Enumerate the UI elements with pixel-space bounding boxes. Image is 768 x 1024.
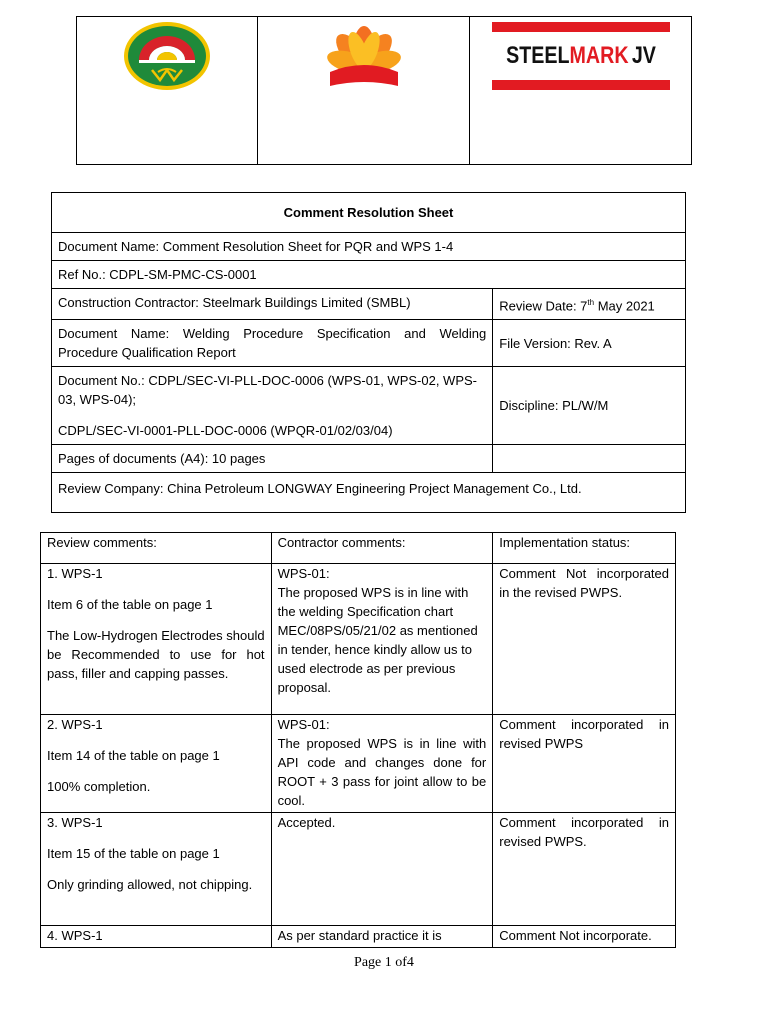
discipline-cell: Discipline: PL/W/M <box>493 367 686 445</box>
contractor-comment-text: The proposed WPS is in line with API code and changes done for ROOT + 3 pass for joint allow to be cool. <box>277 736 487 808</box>
review-item-location: Item 15 of the table on page 1 <box>47 846 220 861</box>
contractor-comment-3: Accepted. <box>271 813 493 926</box>
header-implementation-status: Implementation status: <box>493 533 676 564</box>
logo-wordmark <box>505 32 656 80</box>
contractor-cell: Construction Contractor: Steelmark Buildings Limited (SMBL) <box>52 289 493 320</box>
review-item-label: 3. WPS-1 <box>47 815 103 830</box>
review-comment-2 <box>41 715 272 813</box>
contractor-comment-1 <box>271 564 493 715</box>
status-1: Comment Not incorporated in the revised PWPS. <box>493 564 676 715</box>
status-2: Comment incorporated in revised PWPS <box>493 715 676 813</box>
header-contractor-comments: Contractor comments: <box>271 533 493 564</box>
title-row <box>52 193 686 233</box>
logo-header <box>76 16 692 165</box>
logo-word-jv: JV <box>631 42 656 69</box>
status-3: Comment incorporated in revised PWPS. <box>493 813 676 926</box>
review-date-sup: th <box>587 298 595 307</box>
logo-cell-center <box>258 17 470 164</box>
page-footer: Page 1 of4 <box>354 955 414 970</box>
review-item-label: 1. WPS-1 <box>47 566 103 581</box>
comment-row-3 <box>41 813 676 926</box>
document-no-line-1: Document No.: CDPL/SEC-VI-PLL-DOC-0006 (WPS-01, WPS-02, WPS-03, WPS-04); <box>58 373 478 408</box>
document-no-cell <box>52 367 493 445</box>
steelmark-logo <box>492 22 670 90</box>
status-4: Comment Not incorporate. <box>493 926 676 948</box>
contractor-comment-2 <box>271 715 493 813</box>
review-comment-1 <box>41 564 272 715</box>
logo-red-bar-top <box>492 22 670 32</box>
review-item-label: 2. WPS-1 <box>47 717 103 732</box>
review-item-text: Only grinding allowed, not chipping. <box>47 877 253 892</box>
pages-cell: Pages of documents (A4): 10 pages <box>52 445 493 473</box>
header-review-comments: Review comments: <box>41 533 272 564</box>
document-info-table <box>51 192 686 513</box>
review-item-text: The Low-Hydrogen Electrodes should be Recommended to use for hot pass, filler and capping passes. <box>47 628 265 681</box>
file-version-cell: File Version: Rev. A <box>493 320 686 367</box>
comments-table <box>40 532 676 948</box>
review-date-suffix: May 2021 <box>594 298 655 314</box>
comment-row-1 <box>41 564 676 715</box>
comment-row-4 <box>41 926 676 948</box>
logo-word-mark: MARK <box>569 42 629 69</box>
review-date-prefix: Review Date: 7 <box>499 298 588 314</box>
review-item-location: Item 14 of the table on page 1 <box>47 748 220 763</box>
review-comment-3 <box>41 813 272 926</box>
logo-cell-left <box>77 17 258 164</box>
ref-no-cell: Ref No.: CDPL-SM-PMC-CS-0001 <box>52 261 686 289</box>
comments-header-row <box>41 533 676 564</box>
logo-cell-right <box>470 17 691 164</box>
empty-cell <box>493 445 686 473</box>
sheet-title: Comment Resolution Sheet <box>52 193 686 233</box>
review-comment-4: 4. WPS-1 <box>41 926 272 948</box>
review-item-location: Item 6 of the table on page 1 <box>47 597 213 612</box>
review-item-text: 100% completion. <box>47 779 151 794</box>
review-company-cell: Review Company: China Petroleum LONGWAY Engineering Project Management Co., Ltd. <box>52 473 686 513</box>
document-no-line-2: CDPL/SEC-VI-0001-PLL-DOC-0006 (WPQR-01/02/03/04) <box>58 423 393 439</box>
contractor-comment-4: As per standard practice it is <box>271 926 493 948</box>
contractor-comment-text: The proposed WPS is in line with the welding Specification chart MEC/08PS/05/21/02 as mentioned in tender, hence kindly allow us to used electrode as per previous proposal. <box>277 585 478 695</box>
petal-flame-logo <box>322 20 406 92</box>
contractor-comment-label: WPS-01: <box>277 566 330 581</box>
document-name-2-cell: Document Name: Welding Procedure Specification and Welding Procedure Qualification Report <box>52 320 493 367</box>
contractor-comment-label: WPS-01: <box>277 717 330 732</box>
logo-red-bar-bottom <box>492 80 670 90</box>
logo-word-steel: STEEL <box>505 42 570 69</box>
green-emblem-logo <box>122 20 212 92</box>
document-name-cell: Document Name: Comment Resolution Sheet for PQR and WPS 1-4 <box>52 233 686 261</box>
comment-row-2 <box>41 715 676 813</box>
review-date-cell <box>493 289 686 320</box>
